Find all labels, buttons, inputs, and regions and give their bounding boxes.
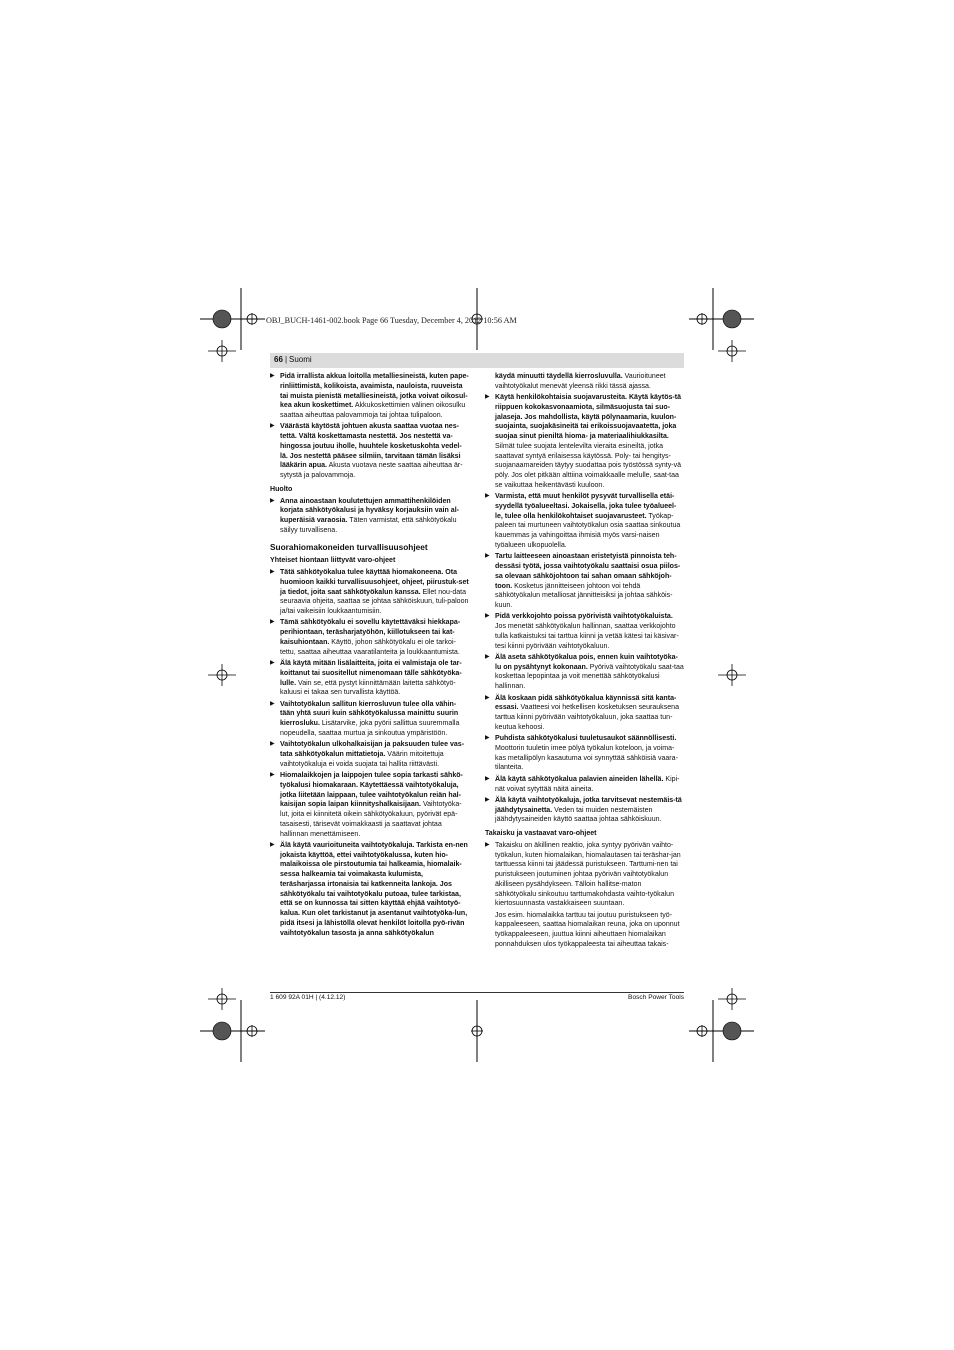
warning-bold-text: Tämä sähkötyökalu ei sovellu käytettäväksi hiekkapa-perihiontaan, teräsharjatyöhön, kiillotukseen tai kat-kaisuhiontaan.	[280, 619, 461, 646]
warning-normal-text: Täten varmistat, että sähkötyökalu säilyy turvallisena.	[280, 517, 457, 534]
right-column	[485, 372, 684, 951]
file-info-line: OBJ_BUCH-1461-002.book Page 66 Tuesday, December 4, 2012 10:56 AM	[266, 316, 517, 325]
warning-item	[485, 841, 684, 909]
warning-item	[485, 492, 684, 551]
warning-bold-text: Puhdista sähkötyökalusi tuuletusaukot säännöllisesti.	[495, 735, 677, 743]
warning-bold-text: Älä käytä vaihtotyökaluja, jotka tarvitsevat nestemäis-tä jäähdytysainetta.	[495, 796, 682, 814]
warning-item	[270, 568, 469, 617]
warning-normal-text: Käyttö, johon sähkötyökalu ei ole tarkoi-tettu, saattaa aiheuttaa vaaratilanteita ja loukkaantumista.	[280, 638, 460, 656]
warning-item	[485, 653, 684, 692]
bullet-arrow-icon: ▶	[270, 660, 275, 667]
bullet-arrow-icon: ▶	[485, 613, 490, 620]
warning-bold-text: Väärästä käytöstä johtuen akusta saattaa vuotaa nes-tettä. Vältä koskettamasta nestettä. Jos nestettä va-hingossa joutuu iholle, huuhtele kosketuskohta vedel-lä. Jos nestettä pääsee silmiin, tarvitaan tämän lisäksi lääkärin apua.	[280, 423, 462, 470]
bullet-arrow-icon: ▶	[270, 772, 275, 779]
bullet-arrow-icon: ▶	[485, 394, 490, 401]
warning-bold-text: Varmista, että muut henkilöt pysyvät turvallisella etäi-syydellä työalueeltasi. Jokaisella, joka tulee työalueel-le, tulee olla henkilökohtaiset suojavarusteet.	[495, 493, 677, 520]
warning-normal-text: Lisätarvike, joka pyörii sallittua suuremmalla nopeudella, saattaa murtua ja sinkoutua ympäristöön.	[280, 720, 460, 737]
warning-bold-text: Älä käytä vaurioituneita vaihtotyökaluja. Tarkista en-nen jokaista käyttöä, ettei vaihtotyökalussa, kuten hio-malaikoissa ole pirstoutumia tai halkeamia, hiomalaik-sessa halkeamia tai voimakasta kulumista, teräsharjassa irtonaisia tai katkenneita lankoja. Jos sähkötyökalu tai vaihtotyökalu putoaa, tulee tarkistaa, että se on kunnossa tai sitten käyttää ehjää vaihtotyö-kalua. Kun olet tarkistanut ja asentanut vaihtotyöka-lun, pidä itsesi ja lähistöllä olevat henkilöt loitolla pyö-rivän vaihtotyökalun tasosta ja anna sähkötyökalun	[280, 841, 468, 937]
bullet-arrow-icon: ▶	[485, 653, 490, 660]
warning-item	[270, 497, 469, 536]
bullet-arrow-icon: ▶	[485, 694, 490, 701]
bullet-arrow-icon: ▶	[485, 553, 490, 560]
continuation-normal: Vaurioituneet vaihtotyökalut menevät yleensä rikki tässä ajassa.	[495, 373, 666, 390]
page-header	[270, 353, 684, 368]
warning-item	[270, 771, 469, 839]
bullet-arrow-icon: ▶	[485, 841, 490, 848]
warning-normal-text: Vain se, että pystyt kiinnittämään laitetta sähkötyö-kaluusi ei takaa sen turvallista käyttöä.	[280, 679, 456, 697]
warning-item	[485, 796, 684, 825]
warning-normal-text: Työkap-paleen tai murtuneen vaihtotyökalun osia saattaa sinkoutua kauemmas ja vahingoittaa ihmisiä myös varsi-naisen työalueen ulkopuolella.	[495, 512, 681, 549]
warning-item	[485, 393, 684, 491]
warning-normal-text: Silmät tulee suojata lentelevilta vieraita esineiltä, jotka saattavat syntyä erilaisessa käytössä. Poly- tai hengitys-suojanaamareiden täytyy suodattaa pois työstössä synty-vä pöly. Jos olet pitkään alttiina voimakkaalle melulle, saat-taa se vaikuttaa heikentävästi kuuloon.	[495, 442, 682, 489]
warning-normal-text: Jos menetät sähkötyökalun hallinnan, saattaa verkkojohto tulla katkaistuksi tai tarttua kiinni ja vetää kätesi tai käsivar-tesi kiinni pyörivään vaihtotyökaluun.	[495, 623, 679, 650]
warning-bold-text: Hiomalaikkojen ja laippojen tulee sopia tarkasti sähkö-työkalusi hiomakaraan. Käytettäessä vaihtotyökaluja, jotka liitetään laippaan, tulee vaihtotyökalun reiän hal-kaisijan sopia laipan kiinnityshalkaisijaan.	[280, 772, 463, 809]
warning-bold-text: Tartu laitteeseen ainoastaan eristetyistä pinnoista teh-dessäsi työtä, jossa vaihtotyökalu saattaisi osua piilos-sa olevaan sähköjohtoon tai sahan omaan sähköjoh-toon.	[495, 553, 681, 590]
bullet-arrow-icon: ▶	[270, 497, 275, 504]
safety-warnings	[485, 393, 684, 825]
huolto-items	[270, 497, 469, 536]
huolto-heading: Huolto	[270, 485, 293, 493]
warning-normal-text: Kipi-nät voivat sytyttää näitä aineita.	[495, 775, 680, 793]
warning-normal-text: Vaatteesi voi hetkellisen kosketuksen seurauksena tarttua kiinni pyörivään vaihtotyökaluun, joka saattaa tun-keutua kehoosi.	[495, 704, 679, 731]
warning-normal-text: Akusta vuotava neste saattaa aiheuttaa är-sytystä ja palovammoja.	[280, 462, 463, 480]
warning-normal-text: Väärin mitoitettuja vaihtotyökaluja ei voida suojata tai hallita riittävästi.	[280, 750, 444, 768]
footer-brand: Bosch Power Tools	[628, 994, 684, 1001]
bullet-arrow-icon: ▶	[270, 373, 275, 379]
warning-item	[270, 700, 469, 739]
kickback-heading: Takaisku ja vastaavat varo-ohjeet	[485, 830, 597, 838]
left-column	[270, 372, 469, 940]
page-number: 66	[274, 355, 283, 364]
warning-item	[485, 552, 684, 611]
warning-item	[485, 734, 684, 773]
section-title: Suorahiomakoneiden turvallisuusohjeet	[270, 541, 428, 552]
warning-normal-text: Veden tai muiden nestemäisten jäähdytysaineiden käyttö saattaa johtaa sähköiskuun.	[495, 806, 662, 824]
warning-normal-text: Akkukoskettimien välinen oikosulku saattaa aiheuttaa palovammoja tai johtaa tulipaloon.	[280, 402, 466, 419]
warning-item	[270, 659, 469, 698]
warning-normal-text: Pyörivä vaihtotyökalu saat-taa koskettaa lepopintaa ja voit menettää sähkötyökalusi hallinnan.	[495, 663, 684, 691]
footer-rule	[270, 992, 684, 993]
warning-bold-text: Älä käytä sähkötyökalua palavien aineiden lähellä.	[495, 775, 664, 783]
warning-normal-text: Takaisku on äkillinen reaktio, joka syntyy pyörivän vaihto-työkalun, kuten hiomalaikan, hiomalautasen tai teräshar-jan tarttuessa kiinni tai jäädessä puristukseen. Tarttumi-nen tai puristukseen joutuminen johtaa pyörivän vaihtotyökalun äkilliseen pysähdykseen. Tälloin hallitse-maton sähkötyökalu sinkoutuu tarttumakohdasta vaihto-työkalun kiertosuunnasta vastakkaiseen suuntaan.	[495, 841, 681, 908]
bullet-arrow-icon: ▶	[485, 735, 490, 742]
warning-bold-text: Anna ainoastaan koulutettujen ammattihenkilöiden korjata sähkötyökalusi ja hyväksy korjauksiin vain al-kuperäisiä varaosia.	[280, 497, 459, 525]
header-separator: |	[285, 355, 288, 364]
warning-bold-text: Pidä irrallista akkua loitolla metalliesineistä, kuten pape-rinliittimistä, kolikoista, avaimista, nauloista, ruuveista tai muista pienistä metalliesineistä, jotka voivat oikosul-kea akun koskettimet.	[280, 373, 469, 410]
warning-bold-text: Älä aseta sähkötyökalua pois, ennen kuin vaihtotyöka-lu on pysähtynyt kokonaan.	[495, 653, 678, 671]
warning-normal-text: Ellet nou-data seuraavia ohjeita, saattaa se johtaa sähköiskuun, tuli-paloon ja/tai vaikeisiin loukkaantumisiin.	[280, 588, 469, 616]
warning-bold-text: Käytä henkilökohtaisia suojavarusteita. Käytä käytös-tä riippuen kokokasvonaamiota, silmäsuojusta tai suo-jalaseja. Jos mahdollista, käytä pölynaamaria, kuulon-suojainta, suojakäsineitä tai erikoissuojavaatetta, joka suojaa sinut pieniltä hioma- ja materiaalihiukkasilta.	[495, 394, 682, 441]
battery-warnings	[270, 372, 469, 481]
bullet-arrow-icon: ▶	[270, 841, 275, 848]
continuation-bold: käydä minuutti täydellä kierrosluvulla.	[495, 373, 623, 380]
warning-bold-text: Pidä verkkojohto poissa pyörivistä vaihtotyökaluista.	[495, 613, 673, 621]
continuation-text	[495, 372, 684, 392]
warning-item	[270, 422, 469, 481]
warning-bold-text: Tätä sähkötyökalua tulee käyttää hiomakoneena. Ota huomioon kaikki turvallisuusohjeet, ohjeet, piirustuk-set ja tiedot, joita saat sähkötyökalun kanssa.	[280, 569, 469, 596]
warning-normal-text: Kosketus jännitteiseen johtoon voi tehdä sähkötyökalun metalliosat jännitteisiksi ja johtaa sähköis-kuun.	[495, 582, 673, 610]
warning-item	[485, 775, 684, 795]
warning-bold-text: Älä koskaan pidä sähkötyökalua käynnissä sitä kanta-essasi.	[495, 694, 677, 712]
bullet-arrow-icon: ▶	[270, 423, 275, 430]
bullet-arrow-icon: ▶	[270, 700, 275, 707]
bullet-arrow-icon: ▶	[270, 741, 275, 748]
warning-bold-text: Vaihtotyökalun sallitun kierrosluvun tulee olla vähin-tään yhtä suuri kuin sähkötyökalussa mainittu suurin kierrosluku.	[280, 700, 459, 728]
warning-item	[270, 372, 469, 421]
kickback-paragraph: Jos esim. hiomalaikka tarttuu tai joutuu puristukseen työ-kappaleeseen, saattaa hiomalaikan reuna, joka on uponnut työkappaleeseen, juuttua kiinni aiheuttaen hiomalaikan ponnahduksen ulos työkappaleesta tai aiheuttaa takais-	[495, 911, 680, 948]
warning-bold-text: Älä käytä mitään lisälaitteita, joita ei valmistaja ole tar-koittanut tai suositellut nimenomaan tälle sähkötyöka-lulle.	[280, 660, 462, 687]
bullet-arrow-icon: ▶	[485, 493, 490, 500]
warning-item	[270, 841, 469, 939]
footer-doc-id: 1 609 92A 01H | (4.12.12)	[270, 994, 346, 1001]
warning-item	[485, 612, 684, 651]
warning-normal-text: Moottorin tuuletin imee pölyä työkalun koteloon, ja voima-kas metallipölyn kasautuma voi synnyttää sähköisiä vaara-tilanteita.	[495, 744, 678, 772]
language-label: Suomi	[289, 355, 312, 364]
warning-item	[270, 618, 469, 657]
grinding-warnings	[270, 568, 469, 938]
subsection-title: Yhteiset hiontaan liittyvät varo-ohjeet	[270, 557, 396, 565]
kickback-items	[485, 841, 684, 909]
warning-item	[270, 740, 469, 769]
bullet-arrow-icon: ▶	[270, 619, 275, 626]
bullet-arrow-icon: ▶	[485, 775, 490, 782]
warning-normal-text: Vaihtotyöka-lut, joita ei kiinnitetä oikein sähkötyökaluun, pyörivät epä-tasaisesti, tärisevät voimakkaasti ja saattavat johtaa hallinnan menettämiseen.	[280, 801, 462, 838]
bullet-arrow-icon: ▶	[270, 569, 275, 576]
bullet-arrow-icon: ▶	[485, 796, 490, 803]
warning-bold-text: Vaihtotyökalun ulkohalkaisijan ja paksuuden tulee vas-tata sähkötyökalun mittatietoja.	[280, 741, 465, 758]
warning-item	[485, 694, 684, 733]
